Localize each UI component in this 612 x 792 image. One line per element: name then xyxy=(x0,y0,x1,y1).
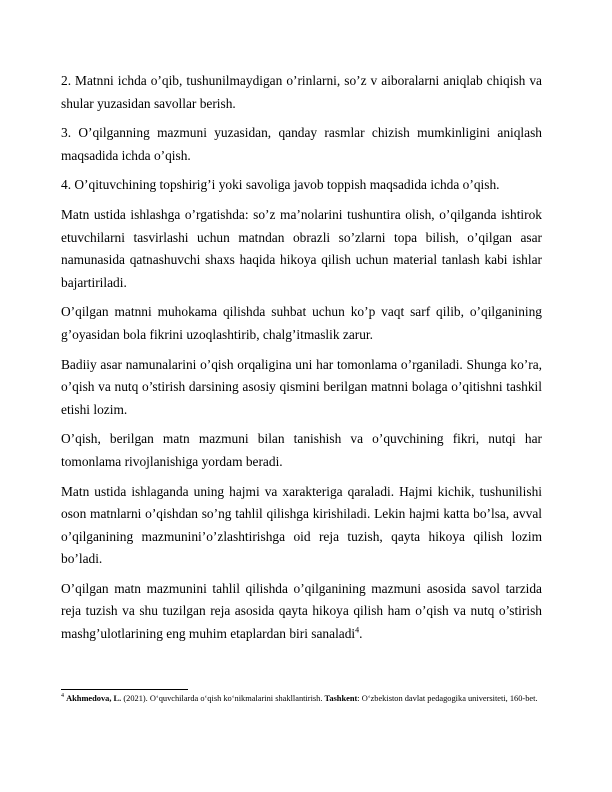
paragraph-5: O’qilgan matnni muhokama qilishda suhbat uchun ko’p vaqt sarf qilib, o’qilganining g’oyasidan bola fikrini uzoqlashtirib, chalg’itmaslik zarur. xyxy=(61,304,542,342)
paragraph-7: O’qish, berilgan matn mazmuni bilan tanishish va o’quvchining fikri, nutqi har tomonlama rivojlanishiga yordam beradi. xyxy=(61,431,542,469)
paragraph-8: Matn ustida ishlaganda uning hajmi va xarakteriga qaraladi. Hajmi kichik, tushunilishi oson matnlarni o’qishdan so’ng tahlil qilishga kirishiladi. Lekin hajmi katta bo’lsa, avval o’qilganining mazmunini’o’zlashtirishga oid reja tuzish, qayta hikoya qilish lozim bo’ladi. xyxy=(61,483,542,567)
paragraph-9-text: O’qilgan matn mazmunini tahlil qilishda o’qilganining mazmuni asosida savol tarzida reja tuzish va shu tuzilgan reja asosida qayta hikoya qilish ham o’qish va nutq o’stirish mashg’ulotlarining eng muhim etaplardan biri sanaladi xyxy=(61,580,542,642)
paragraph-1: 2. Matnni ichda o’qib, tushunilmaydigan o’rinlarni, so’z v aiboralarni aniqlab chiqish va shular yuzasidan savollar berish. xyxy=(61,73,542,111)
footnote-reference[interactable]: 4 xyxy=(355,625,360,635)
footnote-number: 4 xyxy=(61,693,64,700)
paragraph-9: O’qilgan matn mazmunini tahlil qilishda o’qilganining mazmuni asosida savol tarzida reja tuzish va shu tuzilgan reja asosida qayta hikoya qilish ham o’qish va nutq o’stirish mashg’ulotlarining eng muhim etaplardan biri sanaladi$^4$. xyxy=(61,580,542,642)
paragraph-3: 4. O’qituvchining topshirig’i yoki savoliga javob toppish maqsadida ichda o’qish. xyxy=(61,177,500,193)
paragraph-6: Badiiy asar namunalarini o’qish orqaligina uni har tomonlama o’rganiladi. Shunga ko’ra, o’qish va nutq o’stirish darsining asosiy qismini berilgan matnni bolaga o’qitishni tashkil etishi lozim. xyxy=(61,356,542,417)
footnote-title: (2021). O‘quvchilarda o‘qish ko‘nikmalarini shakllantirish. xyxy=(121,694,325,703)
footnote-place: Tashkent xyxy=(324,694,358,703)
paragraph-4: Matn ustida ishlashga o’rgatishda: so’z ma’nolarini tushuntira olish, o’qilganda ishtirok etuvchilarni tasvirlashi uchun matndan obrazli so’zlarni topa bilish, o’qilgan asar namunasida qatnashuvchi shaxs haqida hikoya qilish uchun material tanlash kabi ishlar bajartiriladi. xyxy=(61,206,542,290)
footnote-publisher: : O‘zbekiston davlat pedagogika universiteti, 160-bet. xyxy=(357,694,538,703)
footnote-author: Akhmedova, L. xyxy=(66,694,122,703)
footnote xyxy=(61,693,542,704)
document-body xyxy=(61,70,542,653)
paragraph-2: 3. O’qilganning mazmuni yuzasidan, qanday rasmlar chizish mumkinligini aniqlash maqsadida ichda o’qish. xyxy=(61,125,542,163)
footnote-divider xyxy=(61,689,188,690)
